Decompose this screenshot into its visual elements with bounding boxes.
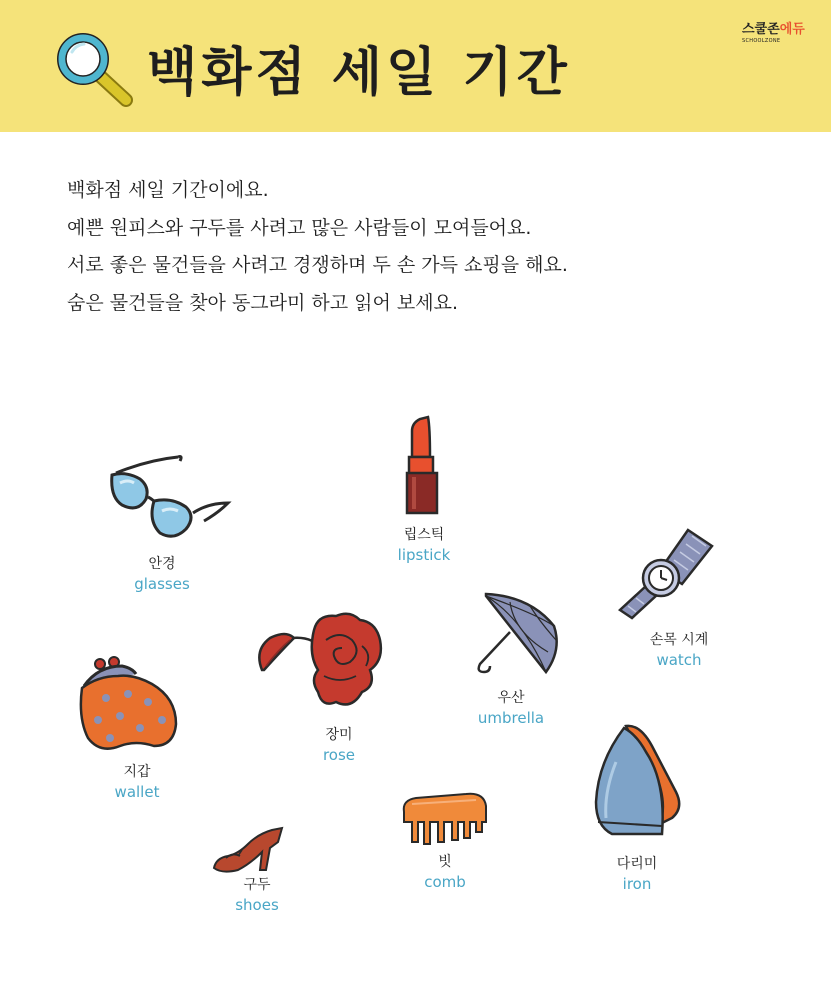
brand-subtitle: SCHOOLZONE <box>742 38 781 44</box>
item-name-en: shoes <box>235 896 279 914</box>
item-name-ko: 안경 <box>148 556 176 572</box>
item-name-ko: 다리미 <box>616 856 658 872</box>
item-label-umbrella <box>478 688 544 728</box>
item-name-en: rose <box>322 746 356 764</box>
item-name-en: comb <box>424 873 466 891</box>
item-name-en: iron <box>622 875 652 893</box>
item-name-ko: 우산 <box>497 690 525 706</box>
item-label-comb <box>424 852 466 892</box>
intro-line: 숨은 물건들을 찾아 동그라미 하고 읽어 보세요. <box>67 291 459 314</box>
item-name-ko: 손목 시계 <box>649 632 709 648</box>
umbrella-icon <box>470 592 562 678</box>
shoe-icon <box>212 826 284 876</box>
brand-name-part: 스쿨존 <box>742 22 780 37</box>
item-label-lipstick <box>398 525 451 565</box>
rose-icon <box>252 610 387 715</box>
intro-text <box>67 172 568 322</box>
item-name-ko: 지갑 <box>123 764 151 780</box>
item-label-iron <box>617 854 658 894</box>
item-name-en: watch <box>656 651 702 669</box>
item-label-wallet <box>115 762 160 802</box>
page-title: 백화점 세일 기간 <box>147 43 571 103</box>
intro-line: 예쁜 원피스와 구두를 사려고 많은 사람들이 모여들어요. <box>67 216 532 239</box>
item-name-en: umbrella <box>477 709 545 727</box>
header-banner <box>0 0 831 132</box>
wallet-icon <box>78 658 178 754</box>
lipstick-icon <box>404 417 440 515</box>
iron-icon <box>592 722 684 842</box>
watch-icon <box>616 528 716 618</box>
item-name-ko: 장미 <box>325 727 353 743</box>
item-label-rose <box>323 725 355 765</box>
comb-icon <box>398 792 490 846</box>
item-name-ko: 립스틱 <box>403 527 445 543</box>
brand-name-accent: 에듀 <box>779 22 805 37</box>
glasses-icon <box>108 455 233 540</box>
item-name-en: lipstick <box>397 546 451 564</box>
item-label-glasses <box>134 554 190 594</box>
item-name-en: wallet <box>114 783 160 801</box>
item-label-shoes <box>235 875 279 915</box>
item-name-en: glasses <box>134 575 190 593</box>
magnifier-icon <box>52 30 136 110</box>
item-name-ko: 빗 <box>438 854 452 870</box>
brand-logo <box>742 22 814 52</box>
intro-line: 백화점 세일 기간이에요. <box>67 179 269 201</box>
intro-line: 서로 좋은 물건들을 사려고 경쟁하며 두 손 가득 쇼핑을 해요. <box>67 254 568 276</box>
item-name-ko: 구두 <box>243 877 271 893</box>
item-label-watch <box>650 630 709 670</box>
